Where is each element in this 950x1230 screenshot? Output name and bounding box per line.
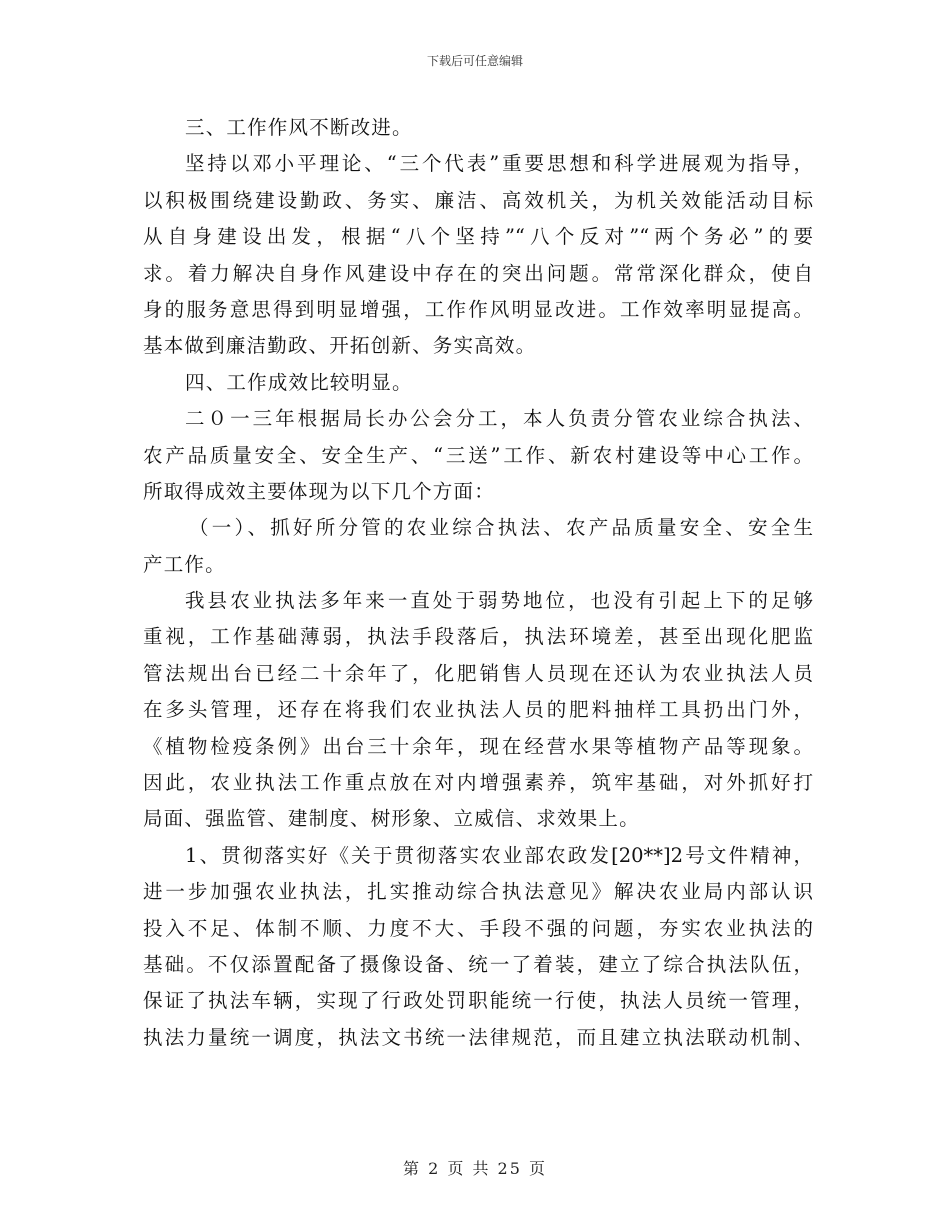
paragraph-line: 从自身建设出发，根据“八个坚持”“八个反对”“两个务必”的要 xyxy=(143,225,813,249)
paragraph-line: 在多头管理，还存在将我们农业执法人员的肥料抽样工具扔出门外， xyxy=(143,698,813,722)
paragraph-line: 重视，工作基础薄弱，执法手段落后，执法环境差，甚至出现化肥监 xyxy=(143,625,813,649)
section-heading-3: 三、工作作风不断改进。 xyxy=(185,116,413,139)
paragraph-line: 《植物检疫条例》出台三十余年，现在经营水果等植物产品等现象。 xyxy=(143,734,813,758)
subsection-heading: （一）、抓好所分管的农业综合执法、农产品质量安全、安全生 xyxy=(189,516,813,540)
paragraph-line: 保证了执法车辆，实现了行政处罚职能统一行使，执法人员统一管理， xyxy=(143,989,813,1013)
paragraph-line: 产工作。 xyxy=(143,552,226,576)
paragraph-line: 执法力量统一调度，执法文书统一法律规范，而且建立执法联动机制、 xyxy=(143,1025,813,1049)
paragraph-line: 基础。不仅添置配备了摄像设备、统一了着装，建立了综合执法队伍， xyxy=(143,952,813,976)
paragraph-line: 基本做到廉洁勤政、开拓创新、务实高效。 xyxy=(143,334,537,358)
paragraph-line: 因此，农业执法工作重点放在对内增强素养，筑牢基础，对外抓好打 xyxy=(143,771,813,795)
paragraph-line: 所取得成效主要体现为以下几个方面： xyxy=(143,479,495,503)
paragraph-line: 身的服务意思得到明显增强，工作作风明显改进。工作效率明显提高。 xyxy=(143,297,813,321)
paragraph-line: 我县农业执法多年来一直处于弱势地位，也没有引起上下的足够 xyxy=(185,589,813,613)
paragraph-line: 投入不足、体制不顺、力度不大、手段不强的问题，夯实农业执法的 xyxy=(143,916,813,940)
paragraph-line: 求。着力解决自身作风建设中存在的突出问题。常常深化群众，使自 xyxy=(143,261,813,285)
page-number-footer: 第 2 页 共 25 页 xyxy=(403,1159,547,1178)
paragraph-line: 二０一三年根据局长办公会分工，本人负责分管农业综合执法、 xyxy=(185,407,813,431)
paragraph-line: 管法规出台已经二十余年了，化肥销售人员现在还认为农业执法人员 xyxy=(143,661,813,685)
paragraph-line: 局面、强监管、建制度、树形象、立威信、求效果上。 xyxy=(143,807,640,831)
paragraph-line: 1、贯彻落实好《关于贯彻落实农业部农政发[20**]2号文件精神， xyxy=(185,843,813,867)
page-header: 下载后可任意编辑 xyxy=(426,54,523,68)
paragraph-line: 农产品质量安全、安全生产、“三送”工作、新农村建设等中心工作。 xyxy=(143,443,813,467)
paragraph-line: 进一步加强农业执法，扎实推动综合执法意见》解决农业局内部认识 xyxy=(143,880,813,904)
document-body xyxy=(143,110,813,1056)
section-heading-4: 四、工作成效比较明显。 xyxy=(185,370,413,394)
paragraph-line: 坚持以邓小平理论、“三个代表”重要思想和科学进展观为指导， xyxy=(185,152,813,176)
paragraph-line: 以积极围绕建设勤政、务实、廉洁、高效机关，为机关效能活动目标 xyxy=(143,188,813,212)
